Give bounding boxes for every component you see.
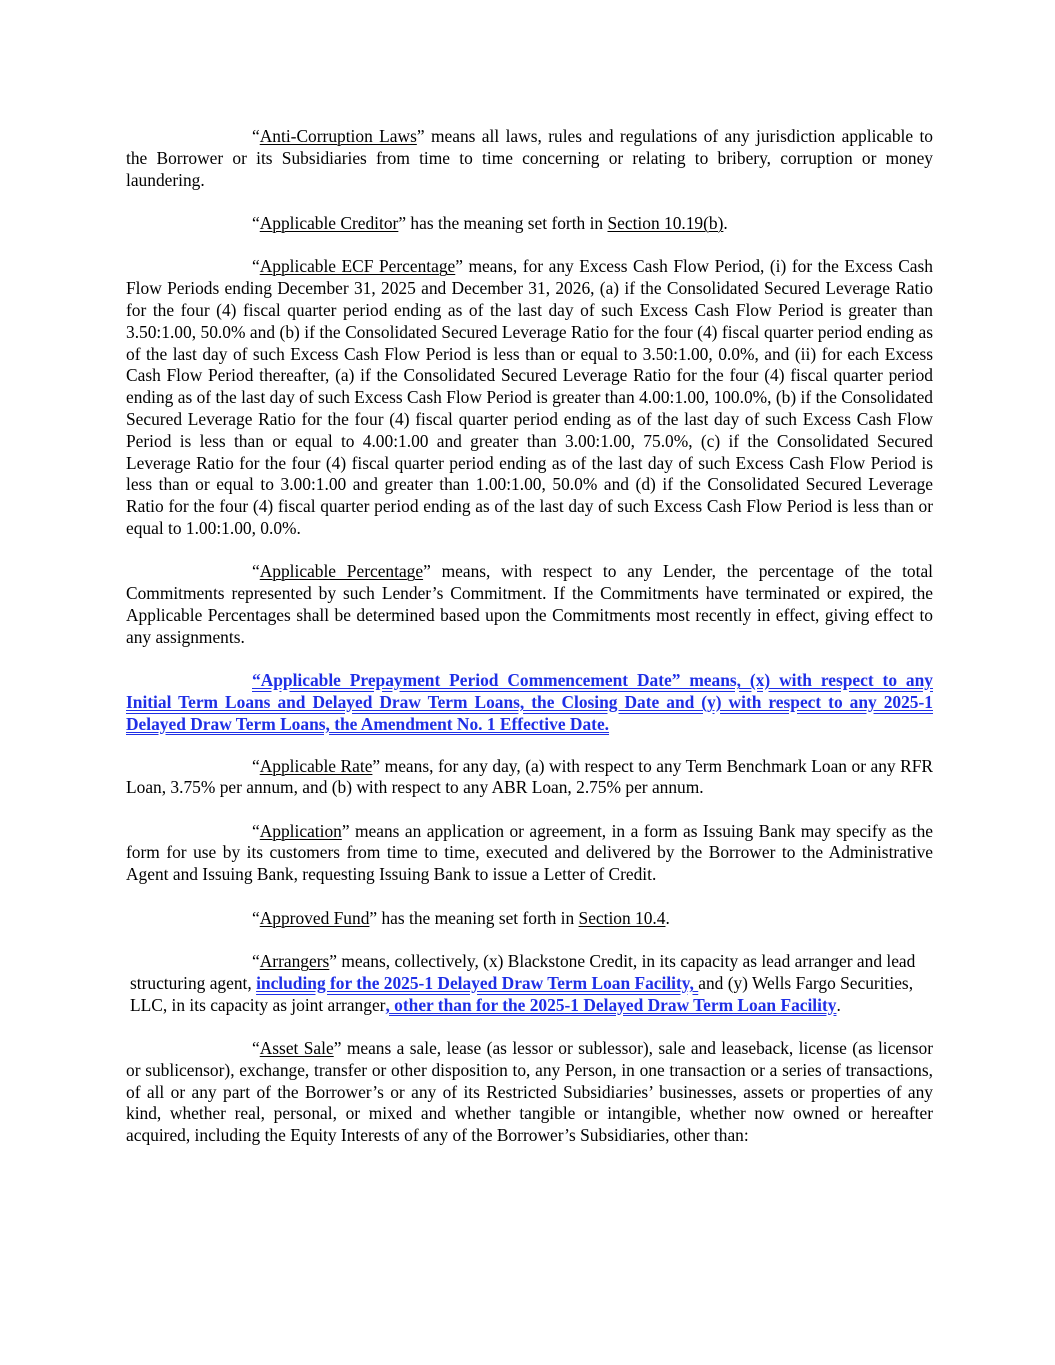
definition-text: means a sale, lease (as lessor or sublessor), sale and leaseback, license (as licensor or sublicensor), exchange, transfer or other disposition to, any Person, in one transaction or a series of transactions, of all or any part of the Borrower’s or any of its Restricted Subsidiaries’ businesses, assets or properties of any kind, whether real, personal, or mixed and whether tangible or intangible, whether now owned or hereafter acquired, including the Equity Interests of any of the Borrower’s Subsidiaries, other than: [126,1038,933,1146]
definition-text: means, for any day, (a) with respect to any Term Benchmark Loan or any RFR Loan, 3.75% per annum, and (b) with respect to any ABR Loan, 2.75% per annum. [126,755,933,798]
definition-text: means, for any Excess Cash Flow Period, (i) for the Excess Cash Flow Periods ending December 31, 2025 and December 31, 2026, (a) if the Consolidated Secured Leverage Ratio for the four (4) fiscal quarter period ending as of the last day of such Excess Cash Flow Period is greater than 3.50:1.00, 50.0% and (b) if the Consolidated Secured Leverage Ratio for the four (4) fiscal quarter period ending as of the last day of such Excess Cash Flow Period is less than or equal to 3.50:1.00, 0.0%, and (ii) for each Excess Cash Flow Period thereafter, (a) if the Consolidated Secured Leverage Ratio for the four (4) fiscal quarter period ending as of the last day of such Excess Cash Flow Period is greater than 4.00:1.00, 100.0%, (b) if the Consolidated Secured Leverage Ratio for the four (4) fiscal quarter period ending as of the last day of such Excess Cash Flow Period is less than or equal to 4.00:1.00 and greater than 3.00:1.00, 75.0%, (c) if the Consolidated Secured Leverage Ratio for the four (4) fiscal quarter period ending as of the last day of such Excess Cash Flow Period is less than or equal to 3.00:1.00 and greater than 1.00:1.00, 50.0% and (d) if the Consolidated Secured Leverage Ratio for the four (4) fiscal quarter period ending as of the last day of such Excess Cash Flow Period is less than or equal to 1.00:1.00, 0.0%. [126,256,933,538]
definition-applicable-prepayment-period-commencement-date [126,670,933,735]
defined-term: Arrangers [259,951,330,972]
definition-text-end: . [836,994,841,1015]
definition-applicable-creditor: “Applicable Creditor” has the meaning set forth in Section 10.19(b). [252,212,728,233]
definition-arrangers: “Arrangers” means, collectively, (x) Blackstone Credit, in its capacity as lead arranger and lead structuring agent, including for the 2025-1 Delayed Draw Term Loan Facility, and (y) Wells Fargo Securities, LLC, in its capacity as joint arranger, other than for the 2025-1 Delayed Draw Term Loan Facility. [130,951,916,1015]
defined-term: Applicable Percentage [259,561,424,582]
inserted-amendment-text: including for the 2025-1 Delayed Draw Term Loan Facility, [256,972,699,993]
defined-term: Anti-Corruption Laws [259,126,417,146]
definition-anti-corruption-laws: “Anti-Corruption Laws” means all laws, rules and regulations of any jurisdiction applicable to the Borrower or its Subsidiaries from time to time concerning or relating to bribery, corruption or money laundering. [126,126,934,190]
inserted-amendment-text: “Applicable Prepayment Period Commencement Date” means, (x) with respect to any Initial Term Loans and Delayed Draw Term Loans, the Closing Date and (y) with respect to any 2025-1 Delayed Draw Term Loans, the Amendment No. 1 Effective Date. [126,670,933,734]
defined-term: Applicable Rate [259,755,373,776]
defined-term: Applicable Creditor [259,212,399,233]
defined-term: Applicable ECF Percentage [259,256,456,277]
definition-applicable-percentage: “Applicable Percentage” means, with respect to any Lender, the percentage of the total Commitments represented by such Lender’s Commitment. If the Commitments have terminated or expired, the Applicable Percentages shall be determined based upon the Commitments most recently in effect, giving effect to any assignments. [126,561,933,647]
section-reference: Section 10.19(b) [607,212,724,233]
definition-text-end: . [723,212,728,233]
document-page [126,126,933,1169]
definition-applicable-rate: “Applicable Rate” means, for any day, (a) with respect to any Term Benchmark Loan or any RFR Loan, 3.75% per annum, and (b) with respect to any ABR Loan, 2.75% per annum. [126,755,933,798]
section-reference: Section 10.4 [578,907,666,928]
inserted-amendment-text: , other than for the 2025-1 Delayed Draw Term Loan Facility [385,994,837,1015]
definition-text: means an application or agreement, in a form as Issuing Bank may specify as the form for use by its customers from time to time, executed and delivered by the Borrower to the Administrative Agent and Issuing Bank, requesting Issuing Bank to issue a Letter of Credit. [126,820,933,885]
definition-text: has the meaning set forth in [406,212,608,233]
definition-applicable-ecf-percentage: “Applicable ECF Percentage” means, for any Excess Cash Flow Period, (i) for the Excess Cash Flow Periods ending December 31, 2025 and December 31, 2026, (a) if the Consolidated Secured Leverage Ratio for the four (4) fiscal quarter period ending as of the last day of such Excess Cash Flow Period is greater than 3.50:1.00, 50.0% and (b) if the Consolidated Secured Leverage Ratio for the four (4) fiscal quarter period ending as of the last day of such Excess Cash Flow Period is less than or equal to 3.50:1.00, 0.0%, and (ii) for each Excess Cash Flow Period thereafter, (a) if the Consolidated Secured Leverage Ratio for the four (4) fiscal quarter period ending as of the last day of such Excess Cash Flow Period is greater than 4.00:1.00, 100.0%, (b) if the Consolidated Secured Leverage Ratio for the four (4) fiscal quarter period ending as of the last day of such Excess Cash Flow Period is less than or equal to 4.00:1.00 and greater than 3.00:1.00, 75.0%, (c) if the Consolidated Secured Leverage Ratio for the four (4) fiscal quarter period ending as of the last day of such Excess Cash Flow Period is less than or equal to 3.00:1.00 and greater than 1.00:1.00, 50.0% and (d) if the Consolidated Secured Leverage Ratio for the four (4) fiscal quarter period ending as of the last day of such Excess Cash Flow Period is less than or equal to 1.00:1.00, 0.0%. [126,256,933,538]
defined-term: Asset Sale [259,1038,334,1059]
definition-text: means, with respect to any Lender, the percentage of the total Commitments represented by such Lender’s Commitment. If the Commitments have terminated or expired, the Applicable Percentages shall be determined based upon the Commitments most recently in effect, giving effect to any assignments. [126,561,933,647]
defined-term: Approved Fund [259,907,370,928]
definition-text: and (y) Wells Fargo Securities, LLC, in its capacity as joint arranger [130,972,914,1015]
defined-term: Application [259,820,342,841]
definition-text: means all laws, rules and regulations of any jurisdiction applicable to the Borrower or its Subsidiaries from time to time concerning or relating to bribery, corruption or money laundering. [126,126,934,190]
definition-asset-sale: “Asset Sale” means a sale, lease (as lessor or sublessor), sale and leaseback, license (as licensor or sublicensor), exchange, transfer or other disposition to, any Person, in one transaction or a series of transactions, of all or any part of the Borrower’s or any of its Restricted Subsidiaries’ businesses, assets or properties of any kind, whether real, personal, or mixed and whether tangible or intangible, whether now owned or hereafter acquired, including the Equity Interests of any of the Borrower’s Subsidiaries, other than: [126,1038,933,1146]
definition-text-end: . [665,907,670,928]
definition-approved-fund: “Approved Fund” has the meaning set forth in Section 10.4. [252,907,670,928]
definition-text: means, collectively, (x) Blackstone Credit, in its capacity as lead arranger and lead structuring agent, [130,951,916,993]
definition-text: has the meaning set forth in [377,907,579,928]
definition-application: “Application” means an application or agreement, in a form as Issuing Bank may specify as the form for use by its customers from time to time, executed and delivered by the Borrower to the Administrative Agent and Issuing Bank, requesting Issuing Bank to issue a Letter of Credit. [126,820,933,885]
